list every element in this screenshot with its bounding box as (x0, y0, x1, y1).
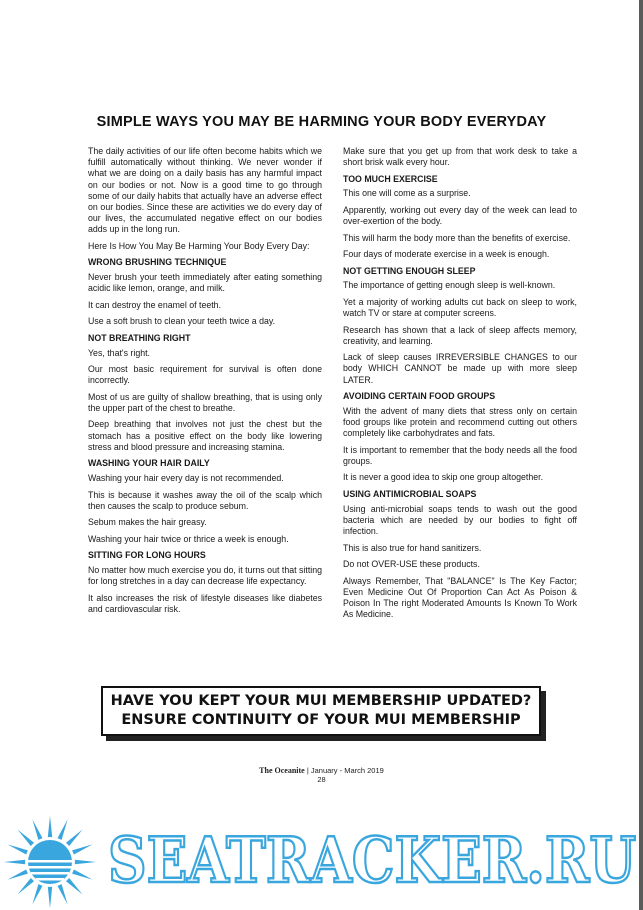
sun-ray (66, 830, 83, 847)
section-paragraph: Yes, that's right. (88, 347, 150, 358)
section-paragraph: It is never a good idea to skip one group altogether. (343, 472, 544, 483)
sun-ray (58, 820, 68, 840)
section-paragraph: Use a soft brush to clean your teeth twice a day. (88, 316, 276, 327)
issue-date: January - March 2019 (310, 766, 384, 775)
page-footer (0, 766, 643, 784)
section-paragraph: Using anti-microbial soaps tends to wash out the good bacteria which are needed by our bodies to fight off infection. (343, 503, 577, 537)
section-paragraph: It can destroy the enamel of teeth. (88, 299, 222, 310)
sun-ray (18, 878, 35, 895)
section-paragraph: Washing your hair twice or thrice a week is enough. (88, 533, 289, 544)
section-paragraph: With the advent of many diets that stress only on certain food groups like protein and recommend cutting out others completely like carbohydrates and fats. (343, 405, 577, 439)
section-paragraph: It is important to remember that the body needs all the food groups. (343, 444, 577, 466)
section-paragraph: Make sure that you get up from that work desk to take a short brisk walk every hour. (343, 146, 577, 168)
section-paragraph: Deep breathing that involves not just the chest but the stomach has a positive effect on the body like lowering stress and blood pressure and increasing stamina. (88, 419, 322, 452)
page-number: 28 (317, 775, 326, 784)
section-heading: WASHING YOUR HAIR DAILY (88, 458, 210, 469)
section-paragraph: The importance of getting enough sleep is well-known. (343, 280, 556, 291)
section-heading: TOO MUCH EXERCISE (343, 173, 438, 184)
banner-line-1: HAVE YOU KEPT YOUR MUI MEMBERSHIP UPDATED? (110, 693, 532, 709)
sun-ray (75, 860, 96, 864)
section-paragraph: Research has shown that a lack of sleep affects memory, creativity, and learning. (343, 324, 577, 346)
section-paragraph: This one will come as a surprise. (343, 188, 471, 199)
section-paragraph: Lack of sleep causes IRREVERSIBLE CHANGES to our body WHICH CANNOT be made up with more sleep LATER. (343, 352, 577, 385)
footer-separator: | (306, 766, 309, 775)
section-heading: AVOIDING CERTAIN FOOD GROUPS (343, 391, 496, 402)
section-heading: WRONG BRUSHING TECHNIQUE (88, 257, 227, 268)
section-heading: USING ANTIMICROBIAL SOAPS (343, 488, 477, 499)
section-heading: NOT GETTING ENOUGH SLEEP (343, 265, 476, 276)
article-title: SIMPLE WAYS YOU MAY BE HARMING YOUR BODY EVERYDAY (96, 114, 547, 130)
section-paragraph: Do not OVER-USE these products. (343, 559, 480, 570)
section-paragraph: Always Remember, That "BALANCE" Is The Key Factor; Even Medicine Out Of Proportion Can Act As Poison & Poison In The right Moderated Amounts Is Known To Work As Medicine. (343, 575, 577, 620)
magazine-name: The Oceanite (259, 766, 305, 775)
section-paragraph: Never brush your teeth immediately after eating something acidic like lemon, orange, and milk. (88, 272, 322, 294)
section-paragraph: No matter how much exercise you do, it turns out that sitting for long stretches in a day can decrease life expectancy. (88, 564, 322, 587)
section-paragraph: Washing your hair every day is not recommended. (88, 473, 284, 484)
section-paragraph: This is because it washes away the oil of the scalp which then causes the scalp to produce sebum. (88, 489, 322, 511)
section-paragraph: It also increases the risk of lifestyle diseases like diabetes and cardiovascular risk. (88, 592, 322, 614)
sun-ray (72, 844, 92, 854)
sun-ray (8, 870, 28, 880)
section-heading: NOT BREATHING RIGHT (88, 332, 191, 343)
sun-ray (32, 884, 42, 904)
sun-ray (48, 816, 52, 837)
sun-ray (8, 844, 28, 854)
section-paragraph: Sebum makes the hair greasy. (88, 517, 207, 528)
seatracker-watermark (0, 812, 643, 910)
banner-line-2: ENSURE CONTINUITY OF YOUR MUI MEMBERSHIP (121, 712, 521, 728)
sun-ray (4, 860, 25, 864)
sun-ray (32, 820, 42, 840)
right-column (343, 146, 577, 626)
section-paragraph: Four days of moderate exercise in a week is enough. (343, 249, 550, 260)
section-heading: SITTING FOR LONG HOURS (88, 550, 206, 561)
lead-paragraph: Here Is How You May Be Harming Your Body Every Day: (88, 240, 310, 251)
membership-banner (101, 686, 541, 736)
section-paragraph: This will harm the body more than the benefits of exercise. (343, 232, 571, 243)
sun-ray (66, 878, 83, 895)
sun-ray (18, 830, 35, 847)
section-paragraph: Apparently, working out every day of the week can lead to over-exertion of the body. (343, 204, 577, 227)
section-paragraph: Most of us are guilty of shallow breathing, that is using only the upper part of the chest to breathe. (88, 391, 322, 413)
sun-logo-icon (4, 816, 96, 908)
section-paragraph: Our most basic requirement for survival is often done incorrectly. (88, 364, 322, 386)
sun-ray (58, 884, 68, 904)
watermark-text: SEATRACKER.RU (108, 823, 636, 897)
section-paragraph: Yet a majority of working adults cut back on sleep to work, watch TV or stare at computer screens. (343, 296, 577, 319)
section-paragraph: This is also true for hand sanitizers. (343, 542, 482, 553)
left-column (88, 146, 322, 620)
intro-paragraph: The daily activities of our life often become habits which we fulfill automatically without thinking. We never wonder if what we are doing on a daily basis has any harmful impact on our bodies or not. Now is a good time to go through some of our daily habits that actually have an adverse effect on our bodies. Since these are activities we do every day of our lives, the accumulated negative effect on our bodies adds up in the long run. (88, 146, 322, 235)
sun-ray (48, 887, 52, 908)
sun-ray (72, 870, 92, 880)
